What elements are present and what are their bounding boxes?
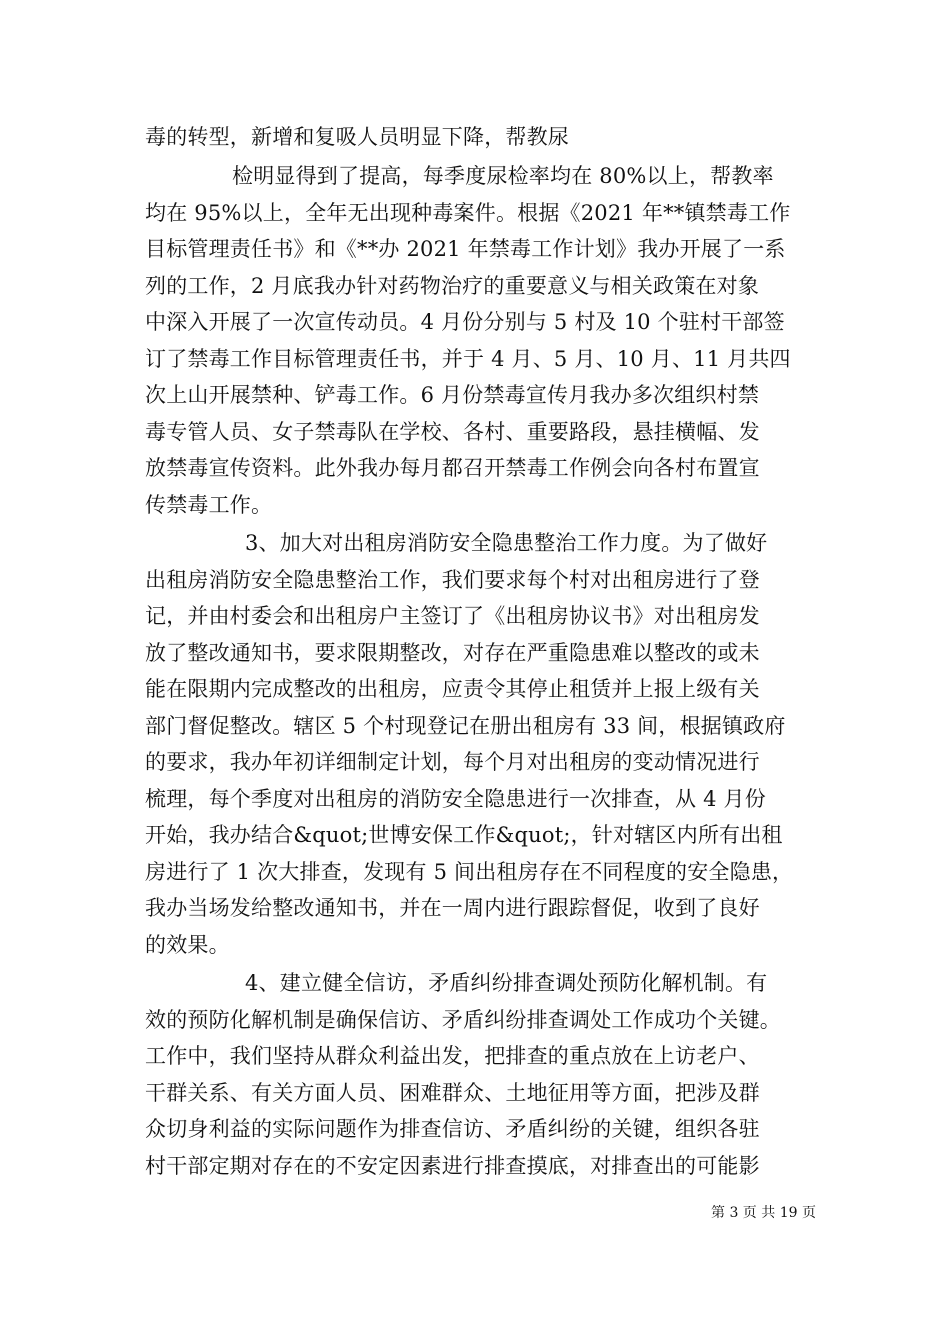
text-line: 的效果。: [145, 933, 230, 957]
text-line: 列的工作，2 月底我办针对药物治疗的重要意义与相关政策在对象: [145, 274, 760, 298]
text-line: 众切身利益的实际问题作为排查信访、矛盾纠纷的关键，组织各驻: [145, 1117, 760, 1141]
text-line: 的要求，我办年初详细制定计划，每个月对出租房的变动情况进行: [145, 750, 760, 774]
text-line: 3、加大对出租房消防安全隐患整治工作力度。为了做好: [245, 531, 768, 555]
text-line: 4、建立健全信访，矛盾纠纷排查调处预防化解机制。有: [245, 971, 768, 995]
page-number-footer: 第 3 页 共 19 页: [711, 1205, 816, 1221]
text-line: 检明显得到了提高，每季度尿检率均在 80%以上，帮教率: [232, 164, 774, 188]
text-line: 记，并由村委会和出租房户主签订了《出租房协议书》对出租房发: [145, 604, 760, 628]
text-line: 毒的转型，新增和复吸人员明显下降，帮教尿: [145, 125, 569, 149]
text-line: 放了整改通知书，要求限期整改，对存在严重隐患难以整改的或未: [145, 641, 760, 665]
text-line: 开始，我办结合&quot;世博安保工作&quot;，针对辖区内所有出租: [145, 823, 783, 847]
text-line: 村干部定期对存在的不安定因素进行排查摸底，对排查出的可能影: [145, 1154, 760, 1178]
text-line: 干群关系、有关方面人员、困难群众、土地征用等方面，把涉及群: [145, 1081, 760, 1105]
text-line: 均在 95%以上，全年无出现种毒案件。根据《2021 年**镇禁毒工作: [145, 201, 791, 225]
text-line: 能在限期内完成整改的出租房，应责令其停止租赁并上报上级有关: [145, 677, 760, 701]
text-line: 中深入开展了一次宣传动员。4 月份分别与 5 村及 10 个驻村干部签: [145, 310, 785, 334]
text-line: 毒专管人员、女子禁毒队在学校、各村、重要路段，悬挂横幅、发: [145, 420, 760, 444]
text-line: 我办当场发给整改通知书，并在一周内进行跟踪督促，收到了良好: [145, 896, 760, 920]
text-line: 效的预防化解机制是确保信访、矛盾纠纷排查调处工作成功个关键。: [145, 1008, 781, 1032]
text-line: 放禁毒宣传资料。此外我办每月都召开禁毒工作例会向各村布置宣: [145, 456, 760, 480]
text-line: 次上山开展禁种、铲毒工作。6 月份禁毒宣传月我办多次组织村禁: [145, 383, 760, 407]
text-line: 梳理，每个季度对出租房的消防安全隐患进行一次排查，从 4 月份: [145, 787, 766, 811]
text-line: 传禁毒工作。: [145, 493, 273, 517]
text-line: 房进行了 1 次大排查，发现有 5 间出租房存在不同程度的安全隐患，: [145, 860, 794, 884]
text-line: 订了禁毒工作目标管理责任书，并于 4 月、5 月、10 月、11 月共四: [145, 347, 791, 371]
text-line: 部门督促整改。辖区 5 个村现登记在册出租房有 33 间，根据镇政府: [145, 714, 786, 738]
text-line: 工作中，我们坚持从群众利益出发，把排查的重点放在上访老户、: [145, 1044, 760, 1068]
text-line: 目标管理责任书》和《**办 2021 年禁毒工作计划》我办开展了一系: [145, 237, 786, 261]
text-line: 出租房消防安全隐患整治工作，我们要求每个村对出租房进行了登: [145, 568, 760, 592]
